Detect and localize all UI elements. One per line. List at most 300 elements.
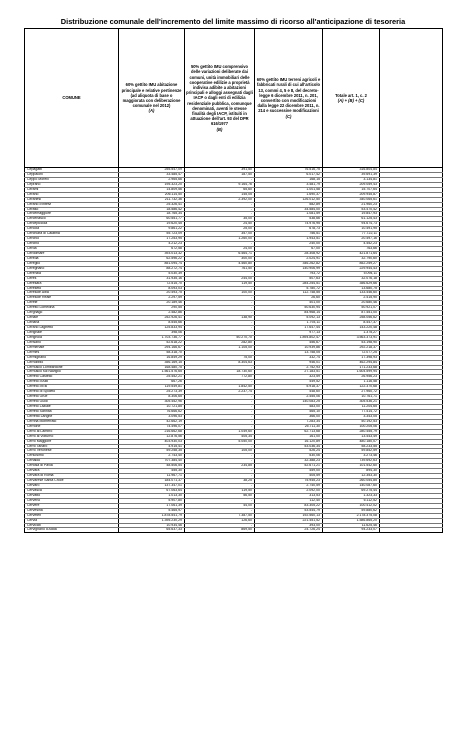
cell-totale: 32.790,60: [323, 256, 380, 261]
cell-imu-cooperative: -: [185, 306, 255, 311]
cell-imu-cooperative: -: [185, 405, 255, 410]
cell-imu-terreni: 27.183,51: [255, 370, 323, 375]
cell-imu-terreni: 221.451,52: [255, 518, 323, 523]
cell-comune: Cerami: [25, 187, 119, 192]
cell-imu-cooperative: 65,60: [185, 187, 255, 192]
cell-imu-abitazione: 67.063,64: [119, 488, 185, 493]
cell-imu-abitazione: 1.013,30: [119, 493, 185, 498]
cell-imu-terreni: 2.752,93: [255, 365, 323, 370]
cell-totale: 1.604.599,94: [323, 370, 380, 375]
cell-totale: 21.960,23: [323, 202, 380, 207]
cell-imu-cooperative: -: [185, 419, 255, 424]
cell-imu-terreni: 284.254,51: [255, 281, 323, 286]
cell-comune: Ceppo Morelli: [25, 177, 119, 182]
cell-imu-cooperative: 300,00: [185, 256, 255, 261]
cell-imu-cooperative: -: [185, 380, 255, 385]
cell-comune: Cerrione: [25, 424, 119, 429]
cell-imu-abitazione: 455,30: [119, 469, 185, 474]
cell-imu-terreni: 456,67: [255, 340, 323, 345]
cell-comune: Certosa di Pavia: [25, 464, 119, 469]
cell-imu-abitazione: 58.318,70: [119, 350, 185, 355]
cell-comune: Cersosimo: [25, 454, 119, 459]
cell-imu-abitazione: 4.915,41: [119, 444, 185, 449]
cell-totale: 61.125,43: [323, 217, 380, 222]
cell-imu-terreni: 346.262,82: [255, 261, 323, 266]
cell-imu-abitazione: 88.272,74: [119, 266, 185, 271]
cell-imu-abitazione: 42.662,19: [119, 419, 185, 424]
cell-totale: 77.414,72: [323, 409, 380, 414]
cell-imu-terreni: 83.305,22: [255, 503, 323, 508]
cell-comune: Cereda: [25, 256, 119, 261]
cell-totale: 852.259,27: [323, 261, 380, 266]
cell-imu-cooperative: 357,00: [185, 232, 255, 237]
cell-comune: Cervere: [25, 503, 119, 508]
cell-comune: Cerveno: [25, 498, 119, 503]
cell-totale: 480.180,07: [323, 439, 380, 444]
cell-totale: 229.944,43: [323, 266, 380, 271]
cell-imu-terreni: 28.308,92: [255, 251, 323, 256]
cell-comune: Cervara di Roma: [25, 474, 119, 479]
cell-comune: Cervesina: [25, 508, 119, 513]
cell-imu-cooperative: -: [185, 459, 255, 464]
cell-imu-cooperative: 6.464,71: [185, 251, 255, 256]
cell-imu-cooperative: -: [185, 365, 255, 370]
cell-imu-cooperative: 126,60: [185, 518, 255, 523]
cell-imu-abitazione: 65.637,33: [119, 528, 185, 533]
cell-imu-cooperative: 50.270,70: [185, 335, 255, 340]
cell-totale: 1.116,58: [323, 380, 380, 385]
header-imu-abitazione-principale-label: 60% gettito IMU abitazione principale e relative pertinenze (ad aliquota di base o maggiorata con deliberazione comunale nel 2012): [121, 82, 182, 109]
cell-imu-abitazione: 5.907,80: [119, 498, 185, 503]
cell-totale: 13.680,75: [323, 286, 380, 291]
cell-totale: 133.446,60: [323, 291, 380, 296]
cell-totale: 258.056,62: [323, 316, 380, 321]
cell-imu-abitazione: 8.093,03: [119, 286, 185, 291]
cell-totale: 11.204,65: [323, 405, 380, 410]
cell-imu-cooperative: -: [185, 271, 255, 276]
cell-totale: 305.536,21: [323, 400, 380, 405]
cell-imu-abitazione: 216.662,68: [119, 429, 185, 434]
cell-imu-terreni: 1.894.802,47: [255, 335, 323, 340]
cell-totale: 94.674,73: [323, 222, 380, 227]
cell-comune: Ceriale: [25, 316, 119, 321]
cell-comune: Cervia: [25, 518, 119, 523]
cell-imu-terreni: 13.758,05: [255, 350, 323, 355]
cell-totale: 19.847,93: [323, 212, 380, 217]
table-body: [25, 168, 443, 533]
cell-imu-terreni: 24.726,24: [255, 528, 323, 533]
cell-imu-terreni: 161,00: [255, 434, 323, 439]
cell-totale: 13.443,49: [323, 434, 380, 439]
header-totale-label: Totale art. 1, c. 2: [335, 92, 367, 98]
header-totale: [323, 29, 380, 168]
header-imu-abitazione-principale: [119, 29, 185, 168]
cell-comune: Cervaro: [25, 484, 119, 489]
cell-comune: Cereseto: [25, 286, 119, 291]
cell-comune: Cerro al Lambro: [25, 429, 119, 434]
cell-totale: 101.542,60: [323, 464, 380, 469]
cell-comune: Cerreto Castello: [25, 375, 119, 380]
cell-imu-terreni: 10.939,86: [255, 345, 323, 350]
cell-totale: 3.343,05: [323, 414, 380, 419]
cell-imu-cooperative: 75,00: [185, 355, 255, 360]
cell-totale: 10.491,95: [323, 227, 380, 232]
table-row: [25, 528, 443, 533]
cell-imu-abitazione: 14.809,56: [119, 187, 185, 192]
cell-imu-terreni: 332,74: [255, 355, 323, 360]
cell-imu-abitazione: 74.496,07: [119, 424, 185, 429]
cell-imu-terreni: 32.388,23: [255, 459, 323, 464]
cell-totale: 5.094,11: [323, 271, 380, 276]
cell-totale: 1.323,33: [323, 493, 380, 498]
cell-imu-cooperative: -: [185, 207, 255, 212]
cell-totale: 3.563.373,91: [323, 335, 380, 340]
cell-comune: Cerreto Sannita: [25, 409, 119, 414]
cell-imu-abitazione: 11.967,71: [119, 474, 185, 479]
cell-imu-terreni: 793,72: [255, 271, 323, 276]
cell-imu-abitazione: 356.169,15: [119, 360, 185, 365]
cell-imu-abitazione: 8.306,65: [119, 395, 185, 400]
cell-comune: Cerro al Volturno: [25, 434, 119, 439]
cell-imu-terreni: 459,00: [255, 469, 323, 474]
cell-imu-terreni: 448,60: [255, 390, 323, 395]
cell-imu-terreni: 140.083,25: [255, 400, 323, 405]
cell-imu-abitazione: 17.253,95: [119, 237, 185, 242]
cell-totale: 140.087,60: [323, 484, 380, 489]
cell-imu-abitazione: 10.934,46: [119, 523, 185, 528]
cell-imu-cooperative: 44,00: [185, 503, 255, 508]
cell-totale: 421.871,64: [323, 251, 380, 256]
cell-imu-abitazione: 72.515,70: [119, 281, 185, 286]
cell-imu-terreni: 126.012,50: [255, 197, 323, 202]
cell-imu-terreni: 17.647,44: [255, 326, 323, 331]
cell-imu-cooperative: 8.304,63: [185, 360, 255, 365]
cell-imu-terreni: 1.793,11: [255, 321, 323, 326]
cell-imu-abitazione: 20.189,46: [119, 301, 185, 306]
cell-comune: Cercemaggiore: [25, 212, 119, 217]
cell-imu-cooperative: -: [185, 212, 255, 217]
cell-imu-cooperative: 119,50: [185, 281, 255, 286]
cell-imu-cooperative: -: [185, 454, 255, 459]
cell-imu-terreni: 1.690,37: [255, 192, 323, 197]
cell-comune: Cerchiara di Calabria: [25, 232, 119, 237]
cell-comune: Cerignale: [25, 330, 119, 335]
cell-comune: Cerveteri: [25, 513, 119, 518]
cell-imu-terreni: 526,24: [255, 449, 323, 454]
cell-comune: Ceres: [25, 276, 119, 281]
cell-totale: 3.134,81: [323, 177, 380, 182]
cell-imu-abitazione: 1.395.230,29: [119, 518, 185, 523]
cell-totale: 72.077,25: [323, 350, 380, 355]
cell-imu-abitazione: 2.965,66: [119, 177, 185, 182]
cell-imu-terreni: 323,59: [255, 375, 323, 380]
cell-imu-terreni: 2.024,91: [255, 256, 323, 261]
cell-imu-cooperative: -: [185, 444, 255, 449]
cell-comune: Cerchio: [25, 237, 119, 242]
cell-comune: Cermignano: [25, 355, 119, 360]
cell-totale: 739.692,63: [323, 459, 380, 464]
cell-imu-cooperative: -: [185, 311, 255, 316]
cell-imu-cooperative: 2.392,00: [185, 197, 255, 202]
cell-totale: 15.707,64: [323, 187, 380, 192]
cell-totale: 3.273,46: [323, 454, 380, 459]
cell-imu-cooperative: 38,25: [185, 479, 255, 484]
cell-imu-terreni: 53.544,79: [255, 508, 323, 513]
cell-imu-cooperative: 24,50: [185, 222, 255, 227]
cell-totale: 340.065,61: [323, 197, 380, 202]
cell-comune: Ceresole Alba: [25, 291, 119, 296]
header-imu-cooperative: [185, 29, 255, 168]
cell-imu-abitazione: 206.114,50: [119, 192, 185, 197]
cell-comune: Cerro Veronese: [25, 449, 119, 454]
cell-imu-abitazione: 707.384,40: [119, 459, 185, 464]
cell-imu-terreni: 2.092,00: [255, 488, 323, 493]
cell-imu-abitazione: 252.926,41: [119, 316, 185, 321]
cell-imu-abitazione: 667,26: [119, 380, 185, 385]
cell-imu-cooperative: 119,50: [185, 488, 255, 493]
cell-totale: 4.452,23: [323, 242, 380, 247]
cell-comune: Cervicati: [25, 523, 119, 528]
cell-totale: 1.375,27: [323, 330, 380, 335]
cell-imu-cooperative: 244,00: [185, 276, 255, 281]
cell-imu-cooperative: 138,90: [185, 316, 255, 321]
cell-imu-terreni: 530,06: [255, 454, 323, 459]
cell-imu-terreni: 1.001,58: [255, 187, 323, 192]
cell-comune: Certaldo: [25, 459, 119, 464]
cell-imu-terreni: 52.671,21: [255, 464, 323, 469]
cell-comune: Cernusco Lombardone: [25, 365, 119, 370]
cell-imu-abitazione: 393.013,32: [119, 251, 185, 256]
cell-comune: Cerisano: [25, 340, 119, 345]
cell-imu-cooperative: 391,50: [185, 168, 255, 173]
cell-imu-terreni: 16.120,89: [255, 439, 323, 444]
cell-imu-abitazione: 255.547,09: [119, 168, 185, 173]
cell-comune: Cercino: [25, 242, 119, 247]
cell-imu-abitazione: 16.849,29: [119, 355, 185, 360]
cell-imu-terreni: 946,01: [255, 360, 323, 365]
cell-imu-abitazione: 25.326,41: [119, 202, 185, 207]
cell-totale: 894,30: [323, 469, 380, 474]
cell-imu-cooperative: 772,80: [185, 375, 255, 380]
cell-totale: 2.178.375,08: [323, 513, 380, 518]
cell-imu-cooperative: 24,00: [185, 247, 255, 252]
cell-imu-terreni: 6.017,42: [255, 172, 323, 177]
cell-comune: Cercenasco: [25, 217, 119, 222]
cell-imu-abitazione: 48.506,54: [119, 464, 185, 469]
cell-imu-terreni: 112,40: [255, 498, 323, 503]
cell-imu-terreni: 240,00: [255, 242, 323, 247]
cell-imu-abitazione: 1.878.541,79: [119, 513, 185, 518]
cell-totale: 20.497,16: [323, 237, 380, 242]
cell-comune: Cerano Laghetto: [25, 326, 119, 331]
header-comune-label: COMUNE: [62, 95, 81, 101]
cell-imu-cooperative: -: [185, 202, 255, 207]
cell-imu-abitazione: 290,55: [119, 306, 185, 311]
cell-comune: Cerreto d'Esi: [25, 385, 119, 390]
cell-imu-terreni: 1.081,59: [255, 212, 323, 217]
cell-imu-cooperative: 18.730,60: [185, 370, 255, 375]
cell-comune: Cervasca: [25, 488, 119, 493]
cell-imu-terreni: 401,00: [255, 301, 323, 306]
cell-imu-terreni: 112.748,55: [255, 291, 323, 296]
cell-imu-abitazione: 62.596,22: [119, 256, 185, 261]
cell-imu-cooperative: 1.260,00: [185, 237, 255, 242]
cell-imu-terreni: 366,00: [255, 414, 323, 419]
cell-totale: 50.192,53: [323, 419, 380, 424]
cell-comune: Cerreto d'Asti: [25, 380, 119, 385]
cell-imu-cooperative: 56,50: [185, 493, 255, 498]
cell-imu-abitazione: 137.347,01: [119, 484, 185, 489]
cell-imu-abitazione: 17.061,39: [119, 503, 185, 508]
cell-imu-terreni: 2.740,59: [255, 484, 323, 489]
cell-totale: 260.054,85: [323, 479, 380, 484]
cell-totale: 100.205,06: [323, 424, 380, 429]
cell-totale: 209.945,87: [323, 192, 380, 197]
cell-comune: Ceppaloni: [25, 172, 119, 177]
cell-comune: Cernobbio: [25, 360, 119, 365]
cell-totale: 8.447,37: [323, 321, 380, 326]
cell-comune: Cervatto: [25, 493, 119, 498]
cell-imu-cooperative: -: [185, 498, 255, 503]
cell-totale: 53.198,90: [323, 340, 380, 345]
cell-imu-abitazione: 18.765,34: [119, 212, 185, 217]
cell-comune: Cerete: [25, 301, 119, 306]
cell-imu-terreni: 5.780,72: [255, 286, 323, 291]
cell-imu-terreni: 449,52: [255, 380, 323, 385]
cell-comune: Cerrina Monferrato: [25, 419, 119, 424]
cell-imu-abitazione: 398,06: [119, 330, 185, 335]
header-imu-terreni-agricoli: [255, 29, 323, 168]
cell-totale: 77.722,11: [323, 232, 380, 237]
cell-imu-cooperative: 35,00: [185, 217, 255, 222]
cell-comune: Cerreto di Spoleto: [25, 390, 119, 395]
cell-imu-abitazione: 55.723,09: [119, 232, 185, 237]
cell-imu-terreni: 26,60: [255, 296, 323, 301]
cell-blank: [380, 528, 443, 533]
cell-imu-terreni: 977,13: [255, 330, 323, 335]
cell-totale: 69.275,44: [323, 488, 380, 493]
cell-comune: Ceriana: [25, 321, 119, 326]
cell-imu-cooperative: -: [185, 296, 255, 301]
cell-comune: Cepagatti: [25, 168, 119, 173]
cell-imu-cooperative: -: [185, 523, 255, 528]
cell-imu-cooperative: -: [185, 350, 255, 355]
cell-comune: Cerenzia: [25, 271, 119, 276]
distribution-table: [24, 28, 443, 533]
cell-imu-abitazione: 10.721,85: [119, 405, 185, 410]
cell-imu-abitazione: 2.297,59: [119, 296, 185, 301]
cell-imu-cooperative: 234,85: [185, 464, 255, 469]
cell-imu-terreni: 393,00: [255, 523, 323, 528]
cell-imu-terreni: 50.630,94: [255, 306, 323, 311]
cell-comune: Cerano d'Intelvi: [25, 202, 119, 207]
cell-imu-terreni: 538,66: [255, 217, 323, 222]
cell-imu-terreni: 756,51: [255, 232, 323, 237]
cell-imu-cooperative: -: [185, 484, 255, 489]
cell-comune: Ceregnano: [25, 266, 119, 271]
cell-imu-cooperative: 100,00: [185, 291, 255, 296]
cell-imu-terreni: 1.943,51: [255, 237, 323, 242]
cell-totale: 58.233,55: [323, 444, 380, 449]
header-comune: [25, 29, 119, 168]
cell-imu-abitazione: 672,58: [119, 247, 185, 252]
cell-comune: Ceraso: [25, 207, 119, 212]
cell-imu-abitazione: 59.258,35: [119, 449, 185, 454]
cell-totale: 356.629,66: [323, 281, 380, 286]
cell-imu-abitazione: 25.452,21: [119, 375, 185, 380]
cell-totale: 26.956,23: [323, 375, 380, 380]
cell-totale: 87.451,00: [323, 311, 380, 316]
cell-totale: 12.353,30: [323, 474, 380, 479]
cell-imu-cooperative: 282,80: [185, 340, 255, 345]
cell-totale: 10.761,71: [323, 395, 380, 400]
cell-totale: 27.960,72: [323, 390, 380, 395]
cell-imu-terreni: 5.092,13: [255, 316, 323, 321]
cell-comune: Cervara: [25, 469, 119, 474]
cell-imu-terreni: 483,00: [255, 405, 323, 410]
cell-imu-cooperative: -: [185, 400, 255, 405]
cell-imu-terreni: 62.713,68: [255, 429, 323, 434]
cell-imu-cooperative: -: [185, 330, 255, 335]
cell-imu-cooperative: 1.842,50: [185, 385, 255, 390]
cell-imu-terreni: 84.968,14: [255, 311, 323, 316]
cell-comune: Cercepiccola: [25, 222, 119, 227]
cell-comune: Ceresole Reale: [25, 296, 119, 301]
cell-totale: 59.852,59: [323, 449, 380, 454]
cell-imu-abitazione: 18.586,42: [119, 207, 185, 212]
cell-comune: Cergnago: [25, 311, 119, 316]
cell-comune: Ceprano: [25, 182, 119, 187]
cell-totale: 20.680,46: [323, 301, 380, 306]
cell-comune: Cermenate: [25, 345, 119, 350]
cell-imu-abitazione: 168.480,75: [119, 365, 185, 370]
cell-imu-abitazione: 25.273,39: [119, 390, 185, 395]
cell-imu-cooperative: 9.164,76: [185, 182, 255, 187]
header-imu-abitazione-principale-note: (A): [148, 108, 155, 114]
cell-imu-cooperative: 4.460,80: [185, 261, 255, 266]
cell-imu-abitazione: 19.620,45: [119, 222, 185, 227]
cell-totale: 280.455,79: [323, 429, 380, 434]
cell-imu-abitazione: 20.493,75: [119, 291, 185, 296]
cell-imu-abitazione: 294.166,67: [119, 345, 185, 350]
cell-imu-terreni: 465,10: [255, 409, 323, 414]
cell-imu-abitazione: 8.545,66: [119, 321, 185, 326]
cell-imu-cooperative: -: [185, 474, 255, 479]
cell-imu-terreni: 75.945,23: [255, 479, 323, 484]
cell-totale: 171.233,68: [323, 365, 380, 370]
header-blank: [380, 29, 443, 168]
cell-imu-cooperative: -: [185, 469, 255, 474]
cell-imu-abitazione: 1.561.576,65: [119, 370, 185, 375]
cell-imu-cooperative: -: [185, 409, 255, 414]
cell-imu-terreni: 405,59: [255, 474, 323, 479]
cell-totale: 53.470,42: [323, 207, 380, 212]
cell-imu-cooperative: 1.049,60: [185, 429, 255, 434]
cell-comune: Cercola: [25, 227, 119, 232]
cell-imu-terreni: 53.036,34: [255, 444, 323, 449]
cell-imu-terreni: 507,63: [255, 276, 323, 281]
cell-imu-terreni: 192.560,13: [255, 513, 323, 518]
cell-imu-cooperative: 2.237,74: [185, 390, 255, 395]
cell-imu-cooperative: -: [185, 424, 255, 429]
cell-imu-cooperative: 405,34: [185, 434, 255, 439]
cell-imu-abitazione: 9.861,22: [119, 227, 185, 232]
cell-totale: 39.691,39: [323, 172, 380, 177]
cell-imu-cooperative: 25,00: [185, 227, 255, 232]
cell-imu-cooperative: -: [185, 301, 255, 306]
table-header-row: [25, 29, 443, 168]
cell-imu-abitazione: 2.743,40: [119, 454, 185, 459]
